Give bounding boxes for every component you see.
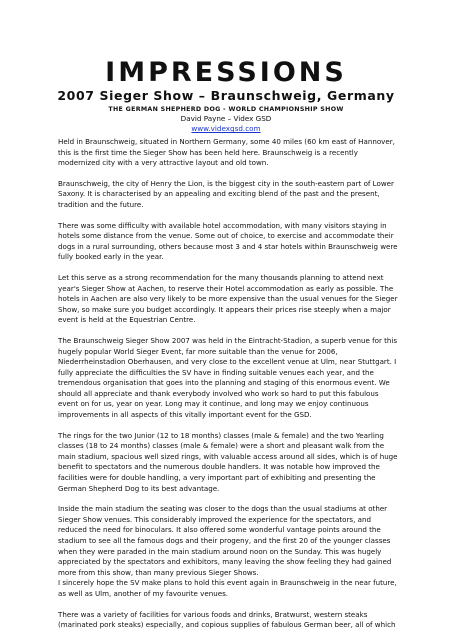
paragraph: There was a variety of facilities for various foods and drinks, Bratwurst, western steaks (marinated pork steaks) especially, and copious supplies of fabulous German beer, all of which: [58, 609, 396, 630]
paragraph: The rings for the two Junior (12 to 18 months) classes (male & female) and the two Yearling classes (18 to 24 months) classes (male & female) were a short and pleasant walk from the main stadium, spacious well sized rings, with valuable access around all sides, which is of huge benefit to spectators and the numerous double handlers. It was notable how improved the facilities were for double handling, a very important part of exhibiting and presenting the German Shepherd Dog to its best advantage.: [58, 430, 398, 493]
author-line: David Payne – Videx GSD: [180, 114, 272, 123]
event-description: THE GERMAN SHEPHERD DOG - WORLD CHAMPIONSHIP SHOW: [108, 106, 344, 113]
website-link[interactable]: www.videxgsd.com: [191, 124, 261, 133]
website-line: [0, 124, 452, 134]
paragraph: The Braunschweig Sieger Show 2007 was held in the Eintracht-Stadion, a superb venue for this hugely popular World Sieger Event, far more suitable than the venue for 2006, Niederrheinstadion Oberhausen, and very close to the excellent venue at Ulm, near Stuttgart. I fully appreciate the difficulties the SV have in finding suitable venues each year, and the tremendous organisation that goes into the planning and staging of this enormous event. We should all appreciate and thank everybody involved who work so hard to put this fabulous event on for us, year on year. Long may it continue, and long may we enjoy continuous improvements in all aspects of this vitally important event for the GSD.: [58, 335, 398, 420]
paragraph: There was some difficulty with available hotel accommodation, with many visitors staying in hotels some distance from the venue. Some out of choice, to exercise and accommodate their dogs in a rural surrounding, others because most 3 and 4 star hotels within Braunschweig were fully booked early in the year.: [58, 220, 398, 262]
paragraph: Braunschweig, the city of Henry the Lion, is the biggest city in the south-eastern part of Lower Saxony. It is characterised by an appealing and exciting blend of the past and the present, tradition and the future.: [58, 178, 394, 209]
article-body: [58, 137, 398, 641]
page-subtitle: 2007 Sieger Show – Braunschweig, Germany: [57, 88, 395, 103]
paragraph: Held in Braunschweig, situated in Northern Germany, some 40 miles (60 km east of Hannover, this is the first time the Sieger Show has been held here. Braunschweig is a recently modernized city with a very attractive layout and old town.: [58, 137, 395, 168]
paragraph: Inside the main stadium the seating was closer to the dogs than the usual stadiums at other Sieger Show venues. This considerably improved the experience for the spectators, and reduced the need for binoculars. It also offered some wonderful vantage points around the stadium to see all the famous dogs and their progeny, and the first 20 of the younger classes when they were paraded in the main stadium around noon on the Sunday. This was hugely appreciated by the spectators and exhibitors, many leaving the show feeling they had gained more from this show, than many previous Sieger Shows. I sincerely hope the SV make plans to hold this event again in Braunschweig in the near future, as well as Ulm, another of my favourite venues.: [58, 504, 397, 598]
page-title: IMPRESSIONS: [105, 57, 347, 88]
paragraph: Let this serve as a strong recommendation for the many thousands planning to attend next year's Sieger Show at Aachen, to reserve their Hotel accommodation as early as possible. The hotels in Aachen are also very likely to be more expensive than the usual venues for the Sieger Show, so make sure you budget accordingly. It appears their prices rise steeply when a major event is held at the Equestrian Centre.: [58, 272, 398, 325]
